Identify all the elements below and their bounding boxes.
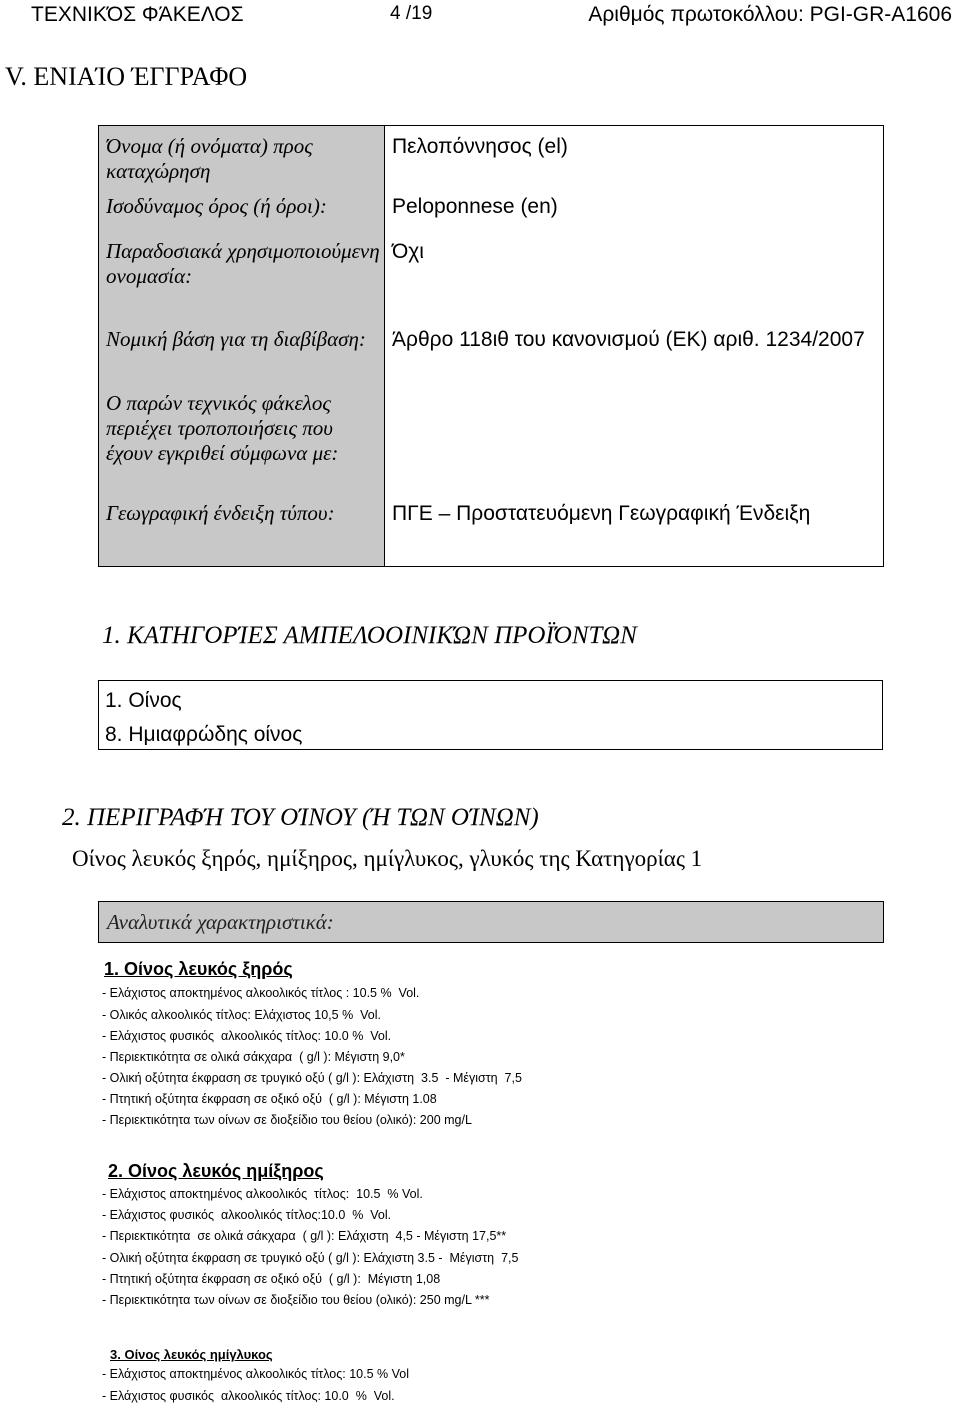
wine-subheading-semi-sweet: 3. Οίνος λευκός ημίγλυκος — [110, 1347, 273, 1362]
spec-line: - Ολική οξύτητα έκφραση σε τρυγικό οξύ ( g/l ): Ελάχιστη 3.5 - Μέγιστη 7,5 — [102, 1251, 519, 1265]
table-row — [99, 493, 884, 567]
spec-line: - Ελάχιστος φυσικός αλκοολικός τίτλος: 10.0 % Vol. — [102, 1029, 392, 1043]
protocol-number: Αριθμός πρωτοκόλλου: PGI-GR-A1606 — [588, 3, 952, 26]
spec-line: - Ελάχιστος αποκτημένος αλκοολικός τίτλος: 10.5 % Vol — [102, 1367, 409, 1381]
row-value: Άρθρο 118ιθ του κανονισμού (ΕΚ) αριθ. 1234/2007 — [392, 327, 865, 351]
wine-description-subtitle: Οίνος λευκός ξηρός, ημίξηρος, ημίγλυκος, γλυκός της Κατηγορίας 1 — [72, 846, 703, 871]
spec-line: - Περιεκτικότητα των οίνων σε διοξείδιο του θείου (ολικό): 250 mg/L *** — [102, 1293, 490, 1307]
wine-subheading-dry: 1. Οίνος λευκός ξηρός — [104, 959, 293, 979]
analytic-characteristics-label: Αναλυτικά χαρακτηριστικά: — [107, 910, 334, 934]
section-heading-wine-description: 2. ΠΕΡΙΓΡΑΦΉ ΤΟΥ ΟΊΝΟΥ (Ή ΤΩΝ ΟΊΝΩΝ) — [62, 804, 539, 831]
page-number: 4 /19 — [390, 3, 433, 24]
spec-line: - Περιεκτικότητα σε ολικά σάκχαρα ( g/l ): Ελάχιστη 4,5 - Μέγιστη 17,5** — [102, 1229, 507, 1243]
row-label: Παραδοσιακά χρησιμοποιούμενη ονομασία: — [99, 231, 385, 319]
table-row — [99, 383, 884, 493]
spec-line: - Ελάχιστος φυσικός αλκοολικός τίτλος:10.0 % Vol. — [102, 1208, 392, 1222]
row-label: Όνομα (ή ονόματα) προς καταχώρηση — [99, 126, 385, 186]
row-label: Ο παρών τεχνικός φάκελος περιέχει τροποποιήσεις που έχουν εγκριθεί σύμφωνα με: — [99, 383, 385, 493]
registration-info-table — [98, 125, 884, 567]
spec-line: - Περιεκτικότητα σε ολικά σάκχαρα ( g/l ): Μέγιστη 9,0* — [102, 1050, 405, 1064]
wine-subheading-semi-dry: 2. Οίνος λευκός ημίξηρος — [108, 1161, 324, 1181]
row-value — [385, 383, 884, 493]
row-label: Ισοδύναμος όρος (ή όροι): — [99, 186, 385, 231]
spec-line: - Ολικός αλκοολικός τίτλος: Ελάχιστος 10,5 % Vol. — [102, 1008, 381, 1022]
spec-line: - Πτητική οξύτητα έκφραση σε οξικό οξύ ( g/l ): Μέγιστη 1.08 — [102, 1092, 437, 1106]
table-row — [99, 186, 884, 231]
category-item: 8. Ημιαφρώδης οίνος — [105, 723, 303, 746]
analytic-characteristics-header — [98, 901, 884, 943]
row-value: Όχι — [392, 239, 424, 263]
table-row — [99, 126, 884, 186]
row-value: Peloponnese (en) — [392, 194, 558, 218]
spec-line: - Ολική οξύτητα έκφραση σε τρυγικό οξύ ( g/l ): Ελάχιστη 3.5 - Μέγιστη 7,5 — [102, 1071, 522, 1085]
category-item: 1. Οίνος — [105, 689, 182, 712]
row-value: Πελοπόννησος (el) — [392, 135, 568, 158]
section-heading-categories: 1. ΚΑΤΗΓΟΡΊΕΣ ΑΜΠΕΛΟΟΙΝΙΚΏΝ ΠΡΟΪΌΝΤΩΝ — [102, 622, 637, 649]
section-heading-single-document: V. ΕΝΙΑΊΟ ΈΓΓΡΑΦΟ — [5, 62, 248, 91]
table-row — [99, 231, 884, 319]
table-row — [99, 319, 884, 383]
spec-line: - Ελάχιστος αποκτημένος αλκοολικός τίτλος : 10.5 % Vol. — [102, 986, 420, 1000]
categories-box — [98, 680, 883, 750]
row-label: Γεωγραφική ένδειξη τύπου: — [99, 493, 385, 567]
row-label: Νομική βάση για τη διαβίβαση: — [99, 319, 385, 383]
spec-line: - Ελάχιστος φυσικός αλκοολικός τίτλος: 10.0 % Vol. — [102, 1389, 395, 1403]
row-value: ΠΓΕ – Προστατευόμενη Γεωγραφική Ένδειξη — [392, 501, 811, 525]
spec-line: - Πτητική οξύτητα έκφραση σε οξικό οξύ ( g/l ): Μέγιστη 1,08 — [102, 1272, 441, 1286]
spec-line: - Περιεκτικότητα των οίνων σε διοξείδιο του θείου (ολικό): 200 mg/L — [102, 1113, 472, 1127]
spec-line: - Ελάχιστος αποκτημένος αλκοολικός τίτλος: 10.5 % Vol. — [102, 1187, 423, 1201]
document-title: ΤΕΧΝΙΚΌΣ ΦΆΚΕΛΟΣ — [31, 3, 244, 26]
